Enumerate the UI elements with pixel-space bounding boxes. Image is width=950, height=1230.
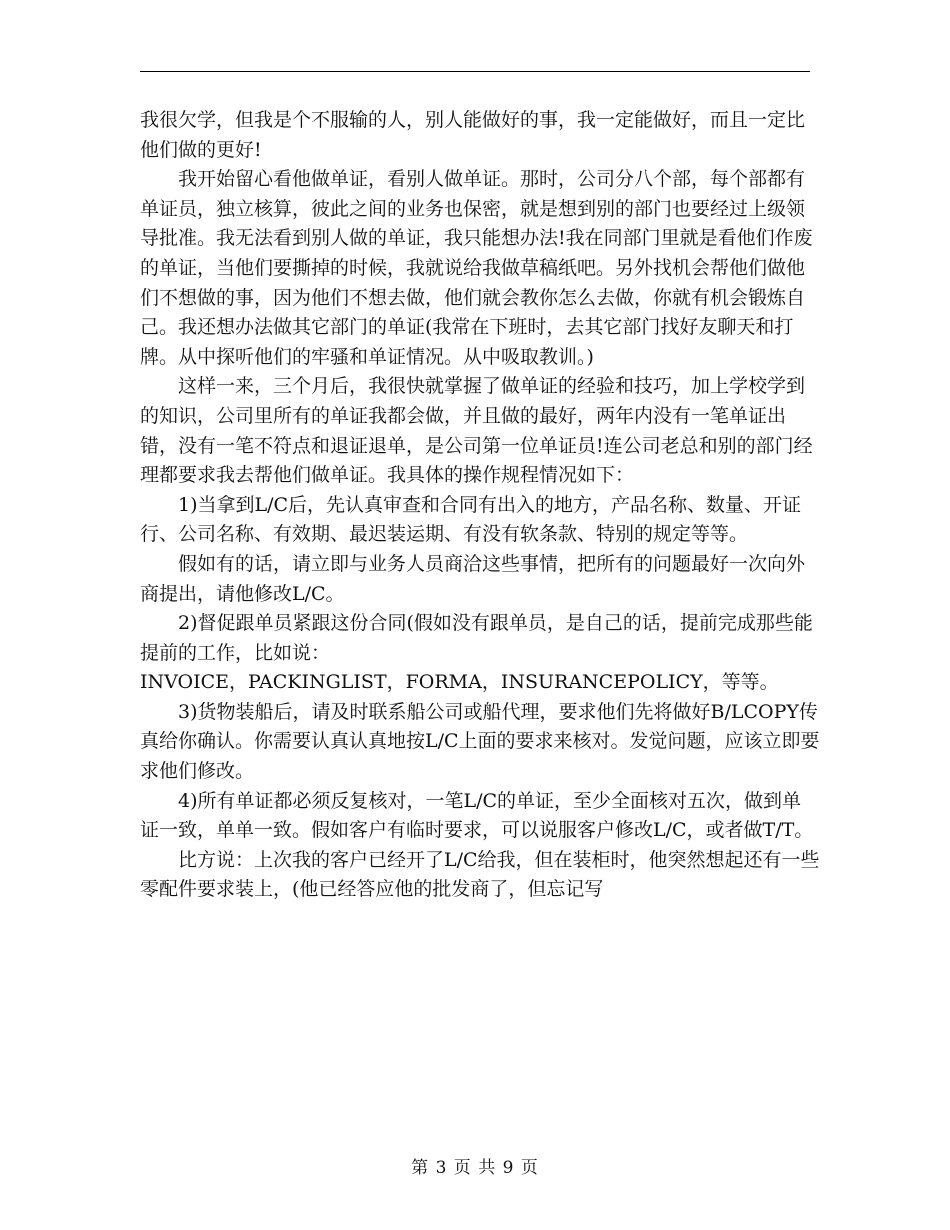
paragraph: 我很欠学，但我是个不服输的人，别人能做好的事，我一定能做好，而且一定比他们做的更好! <box>140 109 806 161</box>
paragraph: 4)所有单证都必须反复核对，一笔L/C的单证，至少全面核对五次，做到单证一致，单单一致。假如客户有临时要求，可以说服客户修改L/C，或者做T/T。 <box>140 789 814 842</box>
header-rule <box>140 71 810 72</box>
body-text <box>140 106 820 905</box>
paragraph: INVOICE，PACKINGLIST，FORMA，INSURANCEPOLICY，等等。 <box>140 671 779 694</box>
paragraph: 比方说：上次我的客户已经开了L/C给我，但在装柜时，他突然想起还有一些零配件要求装上，(他已经答应他的批发商了，但忘记写 <box>140 848 820 901</box>
page-number-footer: 第 3 页 共 9 页 <box>411 1158 539 1178</box>
paragraph: 3)货物装船后，请及时联系船公司或船代理，要求他们先将做好B/LCOPY传真给你确认。你需要认真认真地按L/C上面的要求来核对。发觉问题，应该立即要求他们修改。 <box>140 700 820 783</box>
paragraph: 我开始留心看他做单证，看别人做单证。那时，公司分八个部，每个部都有单证员，独立核算，彼此之间的业务也保密，就是想到别的部门也要经过上级领导批准。我无法看到别人做的单证，我只能想办法!我在同部门里就是看他们作废的单证，当他们要撕掉的时候，我就说给我做草稿纸吧。另外找机会帮他们做他们不想做的事，因为他们不想去做，他们就会教你怎么去做，你就有机会锻炼自己。我还想办法做其它部门的单证(我常在下班时，去其它部门找好友聊天和打牌。从中探听他们的牢骚和单证情况。从中吸取教训。) <box>140 168 813 368</box>
paragraph: 假如有的话，请立即与业务人员商洽这些事情，把所有的问题最好一次向外商提出，请他修改L/C。 <box>140 552 806 605</box>
paragraph: 2)督促跟单员紧跟这份合同(假如没有跟单员，是自己的话，提前完成那些能提前的工作，比如说： <box>140 612 813 664</box>
paragraph: 1)当拿到L/C后，先认真审查和合同有出入的地方，产品名称、数量、开证行、公司名称、有效期、最迟装运期、有没有软条款、特别的规定等等。 <box>140 493 802 546</box>
paragraph: 这样一来，三个月后，我很快就掌握了做单证的经验和技巧，加上学校学到的知识，公司里所有的单证我都会做，并且做的最好，两年内没有一笔单证出错，没有一笔不符点和退证退单，是公司第一位单证员!连公司老总和别的部门经理都要求我去帮他们做单证。我具体的操作规程情况如下： <box>140 375 813 487</box>
